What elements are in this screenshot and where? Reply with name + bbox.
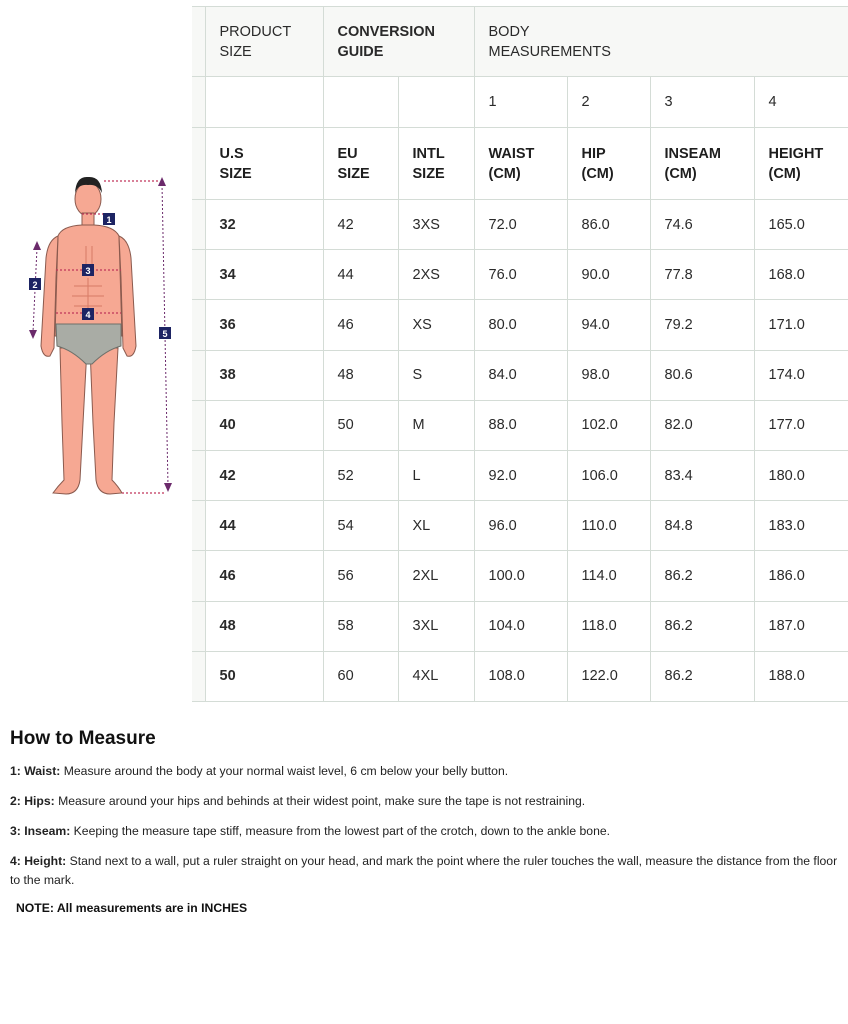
column-header-line: (CM) — [581, 165, 614, 182]
header-conversion-guide-line1: CONVERSION — [337, 23, 435, 40]
how-to-measure-item-text: Measure around the body at your normal waist level, 6 cm below your belly button. — [60, 764, 509, 778]
header-body-measurements-line1: BODY — [488, 23, 530, 40]
table-cell: 90.0 — [567, 250, 650, 300]
column-header-line: HIP — [581, 145, 606, 162]
height-arrow-up-icon — [158, 177, 166, 186]
table-cell: 46 — [323, 300, 398, 350]
table-cell: 54 — [323, 501, 398, 551]
table-cell: 100.0 — [474, 551, 567, 601]
table-cell: 56 — [323, 551, 398, 601]
table-cell: 60 — [323, 651, 398, 701]
empty-cell — [398, 77, 474, 128]
figure-left-leg — [53, 348, 87, 494]
header-product-size-line2: SIZE — [219, 43, 252, 60]
header-conversion-guide-line2: GUIDE — [337, 43, 384, 60]
gutter-cell — [192, 350, 205, 400]
table-cell: 80.0 — [474, 300, 567, 350]
table-cell: 77.8 — [650, 250, 754, 300]
table-cell: 38 — [205, 350, 323, 400]
column-header-line: SIZE — [219, 165, 252, 182]
table-cell: 187.0 — [754, 601, 848, 651]
figure-left-arm — [41, 236, 58, 356]
measurement-number-row — [192, 77, 848, 128]
table-cell: 80.6 — [650, 350, 754, 400]
header-conversion-guide — [323, 7, 474, 77]
table-cell: 36 — [205, 300, 323, 350]
table-cell: 2XS — [398, 250, 474, 300]
gutter-cell — [192, 200, 205, 250]
table-cell: 92.0 — [474, 450, 567, 500]
table-row — [192, 501, 848, 551]
table-cell: 84.0 — [474, 350, 567, 400]
gutter-cell — [192, 300, 205, 350]
table-cell: 183.0 — [754, 501, 848, 551]
table-cell: L — [398, 450, 474, 500]
table-row — [192, 300, 848, 350]
table-cell: 106.0 — [567, 450, 650, 500]
table-cell: 86.2 — [650, 601, 754, 651]
measurement-number: 1 — [474, 77, 567, 128]
measurement-number: 3 — [650, 77, 754, 128]
measurement-number: 4 — [754, 77, 848, 128]
table-cell: 104.0 — [474, 601, 567, 651]
how-to-measure-item-label: 3: Inseam: — [10, 824, 71, 838]
table-cell: 118.0 — [567, 601, 650, 651]
table-cell: 79.2 — [650, 300, 754, 350]
how-to-measure-item-label: 1: Waist: — [10, 764, 61, 778]
table-cell: 58 — [323, 601, 398, 651]
column-header-hip — [567, 128, 650, 200]
marker-1-label: 1 — [106, 215, 112, 225]
how-to-measure-list — [10, 762, 842, 890]
figure-head — [75, 182, 101, 216]
measurement-note: NOTE: All measurements are in INCHES — [16, 901, 248, 915]
table-cell: 2XL — [398, 551, 474, 601]
height-arrow-down-icon — [164, 483, 172, 492]
group-header-row — [192, 7, 848, 77]
how-to-measure-item — [10, 762, 842, 781]
column-header-height — [754, 128, 848, 200]
column-header-inseam — [650, 128, 754, 200]
body-measurement-figure — [0, 168, 190, 503]
table-row — [192, 250, 848, 300]
table-cell: 122.0 — [567, 651, 650, 701]
header-product-size-line1: PRODUCT — [219, 23, 292, 40]
gutter-cell — [192, 128, 205, 200]
table-cell: 48 — [323, 350, 398, 400]
arm-arrow-up-icon — [33, 241, 41, 250]
table-cell: 50 — [323, 400, 398, 450]
how-to-measure-item-label: 4: Height: — [10, 854, 67, 868]
table-cell: 88.0 — [474, 400, 567, 450]
size-chart-table — [192, 6, 848, 702]
column-header-intl — [398, 128, 474, 200]
table-row — [192, 200, 848, 250]
table-cell: 50 — [205, 651, 323, 701]
gutter-cell — [192, 601, 205, 651]
table-cell: 46 — [205, 551, 323, 601]
column-header-line: U.S — [219, 145, 244, 162]
how-to-measure-item-text: Measure around your hips and behinds at their widest point, make sure the tape is not restraining. — [54, 794, 586, 808]
table-cell: 34 — [205, 250, 323, 300]
column-header-us — [205, 128, 323, 200]
table-cell: 180.0 — [754, 450, 848, 500]
table-cell: 102.0 — [567, 400, 650, 450]
gutter-cell — [192, 400, 205, 450]
marker-5-label: 5 — [162, 329, 168, 339]
column-header-line: INTL — [412, 145, 445, 162]
table-row — [192, 601, 848, 651]
table-cell: 44 — [323, 250, 398, 300]
table-cell: 188.0 — [754, 651, 848, 701]
table-cell: 86.2 — [650, 551, 754, 601]
table-row — [192, 651, 848, 701]
how-to-measure-item-text: Keeping the measure tape stiff, measure from the lowest part of the crotch, down to the ankle bone. — [70, 824, 611, 838]
column-header-line: (CM) — [768, 165, 801, 182]
gutter-cell — [192, 551, 205, 601]
gutter-cell — [192, 450, 205, 500]
table-cell: 40 — [205, 400, 323, 450]
empty-cell — [205, 77, 323, 128]
column-header-line: WAIST — [488, 145, 535, 162]
gutter-cell — [192, 651, 205, 701]
table-cell: S — [398, 350, 474, 400]
header-product-size — [205, 7, 323, 77]
table-cell: 3XS — [398, 200, 474, 250]
table-row — [192, 350, 848, 400]
marker-2-label: 2 — [32, 280, 38, 290]
table-cell: 174.0 — [754, 350, 848, 400]
table-cell: 52 — [323, 450, 398, 500]
arm-arrow-down-icon — [29, 330, 37, 339]
marker-4-label: 4 — [85, 310, 91, 320]
table-cell: 83.4 — [650, 450, 754, 500]
table-cell: 168.0 — [754, 250, 848, 300]
table-cell: 171.0 — [754, 300, 848, 350]
table-row — [192, 450, 848, 500]
header-body-measurements — [474, 7, 848, 77]
table-cell: XL — [398, 501, 474, 551]
table-cell: 44 — [205, 501, 323, 551]
measurement-number: 2 — [567, 77, 650, 128]
column-header-row — [192, 128, 848, 200]
column-header-line: SIZE — [412, 165, 445, 182]
table-cell: 86.2 — [650, 651, 754, 701]
how-to-measure-title: How to Measure — [10, 728, 156, 749]
table-cell: 94.0 — [567, 300, 650, 350]
marker-3-label: 3 — [85, 266, 91, 276]
how-to-measure-item — [10, 852, 842, 890]
table-cell: 110.0 — [567, 501, 650, 551]
table-cell: 76.0 — [474, 250, 567, 300]
table-cell: 72.0 — [474, 200, 567, 250]
figure-right-arm — [119, 236, 136, 356]
how-to-measure-item-text: Stand next to a wall, put a ruler straight on your head, and mark the point where the ruler touches the wall, measure the distance from the floor to the mark. — [10, 854, 838, 887]
how-to-measure-section — [10, 728, 842, 915]
how-to-measure-item-label: 2: Hips: — [10, 794, 55, 808]
gutter-cell — [192, 7, 205, 77]
column-header-eu — [323, 128, 398, 200]
table-cell: 4XL — [398, 651, 474, 701]
marker-2 — [29, 278, 41, 290]
marker-1 — [103, 213, 115, 225]
column-header-line: INSEAM — [664, 145, 721, 162]
marker-5 — [159, 327, 171, 339]
table-cell: 32 — [205, 200, 323, 250]
column-header-line: HEIGHT — [768, 145, 824, 162]
table-cell: M — [398, 400, 474, 450]
column-header-line: (CM) — [488, 165, 521, 182]
gutter-cell — [192, 250, 205, 300]
gutter-cell — [192, 501, 205, 551]
table-row — [192, 551, 848, 601]
table-cell: 42 — [205, 450, 323, 500]
table-cell: 165.0 — [754, 200, 848, 250]
table-cell: 108.0 — [474, 651, 567, 701]
gutter-cell — [192, 77, 205, 128]
marker-3 — [82, 264, 94, 276]
table-cell: 74.6 — [650, 200, 754, 250]
empty-cell — [323, 77, 398, 128]
how-to-measure-item — [10, 792, 842, 811]
table-cell: 82.0 — [650, 400, 754, 450]
marker-4 — [82, 308, 94, 320]
column-header-line: EU — [337, 145, 358, 162]
table-cell: 186.0 — [754, 551, 848, 601]
column-header-line: SIZE — [337, 165, 370, 182]
how-to-measure-item — [10, 822, 842, 841]
table-cell: 42 — [323, 200, 398, 250]
table-row — [192, 400, 848, 450]
table-cell: 84.8 — [650, 501, 754, 551]
column-header-waist — [474, 128, 567, 200]
table-cell: XS — [398, 300, 474, 350]
table-cell: 96.0 — [474, 501, 567, 551]
column-header-line: (CM) — [664, 165, 697, 182]
figure-right-leg — [90, 348, 122, 494]
table-cell: 86.0 — [567, 200, 650, 250]
table-cell: 48 — [205, 601, 323, 651]
table-cell: 114.0 — [567, 551, 650, 601]
table-cell: 3XL — [398, 601, 474, 651]
table-cell: 98.0 — [567, 350, 650, 400]
header-body-measurements-line2: MEASUREMENTS — [488, 43, 611, 60]
table-cell: 177.0 — [754, 400, 848, 450]
